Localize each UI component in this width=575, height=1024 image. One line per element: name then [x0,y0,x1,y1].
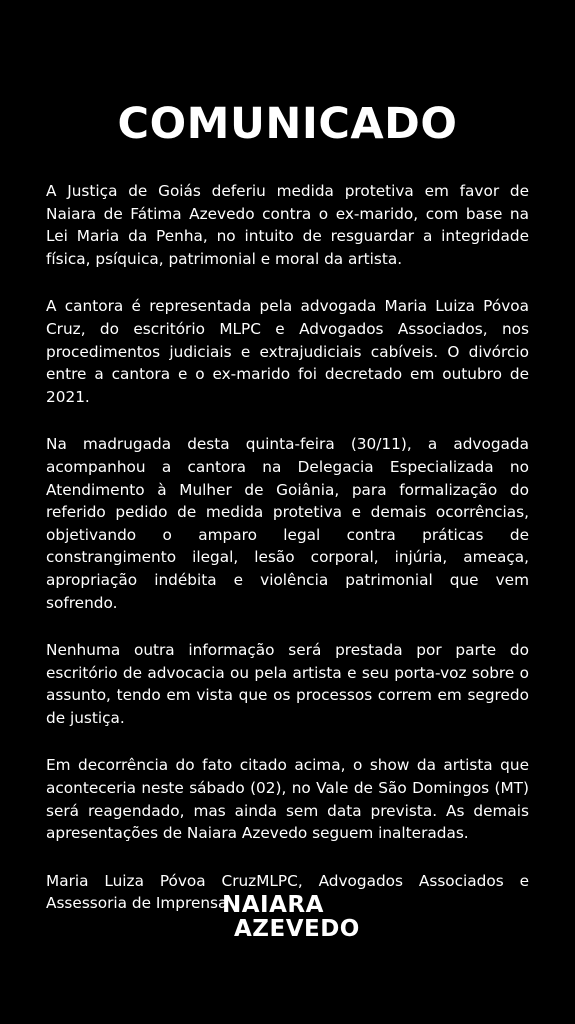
paragraph-legal-representation: A cantora é representada pela advogada Maria Luiza Póvoa Cruz, do escritório MLPC e Advogados Associados, nos procedimentos judiciais e extrajudiciais cabíveis. O divórcio entre a cantora e o ex-marido foi decretado em outubro de 2021. [46,297,529,406]
logo-line-first: NAIARA [222,892,324,918]
paragraph-protective-order: A Justiça de Goiás deferiu medida protetiva em favor de Naiara de Fátima Azevedo contra o ex-marido, com base na Lei Maria da Penha, no intuito de resguardar a integridade física, psíquica, patrimonial e moral da artista. [46,182,529,268]
logo-line-second: AZEVEDO [234,916,360,942]
statement-body [46,180,529,940]
page-title: COMUNICADO [117,99,458,149]
paragraph-police-station: Na madrugada desta quinta-feira (30/11), a advogada acompanhou a cantora na Delegacia Especializada no Atendimento à Mulher de Goiânia, para formalização do referido pedido de medida protetiva e demais ocorrências, objetivando o amparo legal contra práticas de constrangimento ilegal, lesão corporal, injúria, ameaça, apropriação indébita e violência patrimonial que vem sofrendo. [46,435,529,612]
paragraph-show-rescheduled: Em decorrência do fato citado acima, o show da artista que aconteceria neste sábado (02), no Vale de São Domingos (MT) será reagendado, mas ainda sem data prevista. As demais apresentações de Naiara Azevedo seguem inalteradas. [46,756,529,843]
artist-logo [222,892,360,942]
paragraph-no-further-info: Nenhuma outra informação será prestada por parte do escritório de advocacia ou pela artista e seu porta-voz sobre o assunto, tendo em vista que os processos correm em segredo de justiça. [46,641,529,727]
paragraph-signature: Maria Luiza Póvoa CruzMLPC, Advogados Associados e Assessoria de Imprensa [46,871,529,913]
